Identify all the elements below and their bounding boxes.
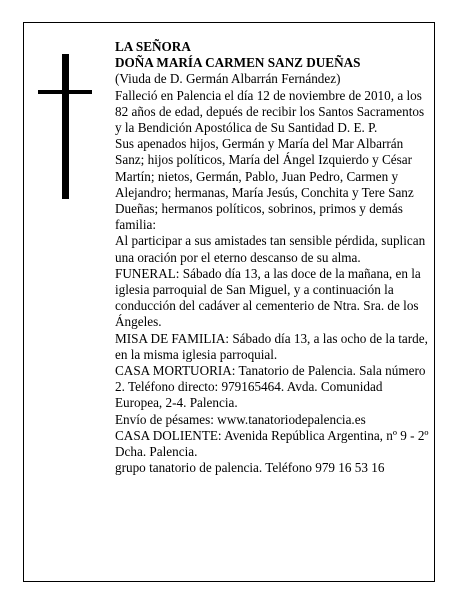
family-paragraph: Sus apenados hijos, Germán y María del Mar Albarrán Sanz; hijos políticos, María del Ángel Izquierdo y César Martín; nietos, Germán, Pablo, Juan Pedro, Carmen y Alejandro; hermanas, María Jesús, Conchita y Tere Sanz Dueñas; hermanos políticos, sobrinos, primos y demás familia: [115, 136, 414, 233]
footer-paragraph: grupo tanatorio de palencia. Teléfono 979 16 53 16 [115, 460, 385, 476]
cross-vertical-bar [62, 54, 69, 199]
mourning-house-paragraph: CASA DOLIENTE: Avenida República Argentina, nº 9 - 2º Dcha. Palencia. [115, 427, 429, 460]
obituary-text [115, 39, 430, 476]
family-mass-paragraph: MISA DE FAMILIA: Sábado día 13, a las ocho de la tarde, en la misma iglesia parroquial. [115, 330, 428, 362]
cross-horizontal-bar [38, 90, 92, 94]
funeral-paragraph: FUNERAL: Sábado día 13, a las doce de la mañana, en la iglesia parroquial de San Miguel, y a continuación la conducción del cadáver al cementerio de Ntra. Sra. de los Ángeles. [115, 265, 421, 330]
deceased-name: DOÑA MARÍA CARMEN SANZ DUEÑAS [115, 55, 361, 71]
mortuary-paragraph: CASA MORTUORIA: Tanatorio de Palencia. Sala número 2. Teléfono directo: 979165464. Avda. Comunidad Europea, 2-4. Palencia. [115, 363, 426, 411]
title-line: LA SEÑORA [115, 39, 191, 54]
latin-cross-icon [38, 54, 92, 199]
prayer-paragraph: Al participar a sus amistades tan sensible pérdida, suplican una oración por el eterno descanso de su alma. [115, 233, 426, 265]
condolences-paragraph: Envío de pésames: www.tanatoriodepalencia.es [115, 411, 366, 427]
widow-line: (Viuda de D. Germán Albarrán Fernández) [115, 71, 341, 87]
death-paragraph: Falleció en Palencia el día 12 de noviembre de 2010, a los 82 años de edad, depués de recibir los Santos Sacramentos y la Bendición Apostólica de Su Santidad D. E. P. [115, 87, 425, 136]
obituary-notice [23, 22, 435, 582]
